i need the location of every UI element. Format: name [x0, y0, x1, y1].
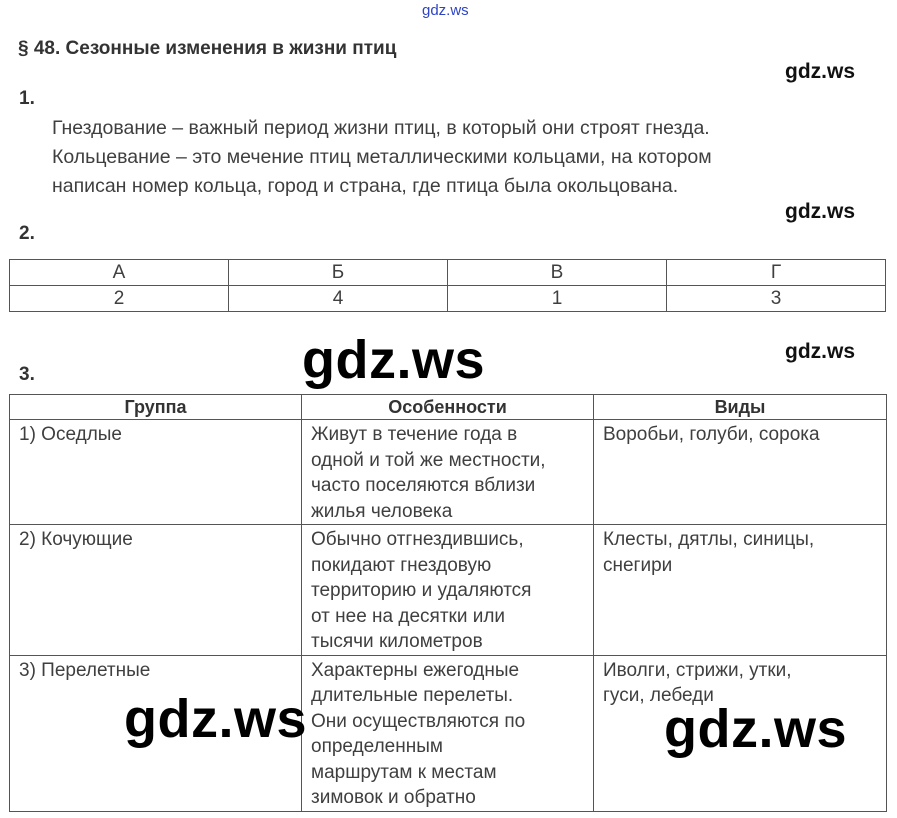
answer-line: написан номер кольца, город и страна, где птица была окольцована. — [52, 175, 679, 197]
features-cell — [302, 420, 594, 525]
cell-line: одной и той же местности, — [311, 449, 546, 471]
group-cell: 3) Перелетные — [10, 655, 302, 811]
group-cell: 2) Кочующие — [10, 525, 302, 656]
group-cell: 1) Оседлые — [10, 420, 302, 525]
cell-line: Иволги, стрижи, утки, — [603, 659, 792, 681]
table-header-row — [10, 260, 886, 286]
species-cell — [594, 525, 887, 656]
cell-line: покидают гнездовую — [311, 554, 492, 576]
watermark-small: gdz.ws — [785, 200, 856, 223]
cell-line: тысячи километров — [311, 631, 483, 652]
table-row — [10, 286, 886, 312]
cell-line: определенным — [311, 736, 443, 757]
watermark-small: gdz.ws — [785, 60, 856, 83]
cell-line: жилья человека — [311, 500, 453, 522]
table-cell: Б — [229, 260, 448, 286]
species-cell — [594, 420, 887, 525]
table-header-row — [10, 395, 887, 420]
page-title: § 48. Сезонные изменения в жизни птиц — [18, 38, 397, 59]
watermark-top: gdz.ws — [422, 2, 469, 19]
cell-line: от нее на десятки или — [311, 605, 506, 627]
cell-line: Обычно отгнездившись, — [311, 529, 524, 550]
cell-line: часто поселяются вблизи — [311, 475, 536, 496]
table-row — [10, 525, 887, 656]
table-cell: Г — [667, 260, 886, 286]
cell-line: территорию и удаляются — [311, 580, 532, 601]
watermark-small: gdz.ws — [785, 340, 856, 363]
answer-line: Гнездование – важный период жизни птиц, в который они строят гнезда. — [52, 117, 710, 139]
table-cell: В — [448, 260, 667, 286]
cell-line: маршрутам к местам — [311, 761, 497, 783]
question-2-number: 2. — [19, 223, 35, 244]
cell-line: Воробьи, голуби, сорока — [603, 424, 820, 445]
cell-line: зимовок и обратно — [311, 787, 476, 808]
question-1-number: 1. — [19, 88, 35, 109]
watermark-big: gdz.ws — [302, 330, 486, 390]
question-3-number: 3. — [19, 364, 35, 385]
watermark-big: gdz.ws — [124, 689, 308, 749]
question-1-answer — [52, 114, 712, 201]
table-cell: 4 — [229, 286, 448, 312]
table-cell: 3 — [667, 286, 886, 312]
cell-line: Характерны ежегодные — [311, 659, 520, 681]
column-header-species: Виды — [594, 395, 887, 420]
column-header-group: Группа — [10, 395, 302, 420]
table-row — [10, 420, 887, 525]
features-cell — [302, 655, 594, 811]
answer-table-q2 — [9, 259, 886, 312]
cell-line: Они осуществляются по — [311, 710, 526, 732]
cell-line: Клесты, дятлы, синицы, — [603, 529, 815, 550]
table-cell: 1 — [448, 286, 667, 312]
cell-line: гуси, лебеди — [603, 685, 714, 706]
answer-line: Кольцевание – это мечение птиц металлическими кольцами, на котором — [52, 146, 712, 168]
watermark-big: gdz.ws — [664, 699, 848, 759]
cell-line: Живут в течение года в — [311, 424, 518, 445]
features-cell — [302, 525, 594, 656]
column-header-features: Особенности — [302, 395, 594, 420]
table-cell: 2 — [10, 286, 229, 312]
cell-line: снегири — [603, 554, 673, 576]
table-cell: А — [10, 260, 229, 286]
cell-line: длительные перелеты. — [311, 685, 514, 706]
